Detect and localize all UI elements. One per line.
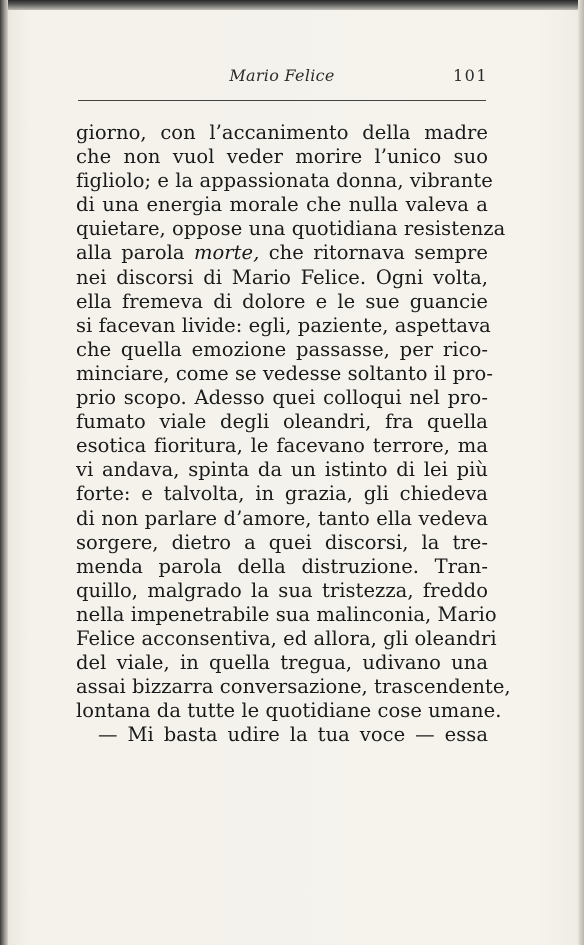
text-line: esotica fioritura, le facevano terrore, ma	[76, 434, 488, 458]
text-line: forte: e talvolta, in grazia, gli chiedeva	[76, 482, 488, 506]
text-fragment: che ritornava sempre	[259, 241, 488, 265]
text-line: vi andava, spinta da un istinto di lei più	[76, 458, 488, 482]
text-line	[76, 241, 488, 265]
text-line: menda parola della distruzione. Tran-	[76, 554, 488, 578]
header-rule	[78, 100, 486, 101]
text-line: che quella emozione passasse, per rico-	[76, 337, 488, 361]
text-line: Felice acconsentiva, ed allora, gli oleandri	[76, 626, 497, 650]
page-number: 101	[452, 66, 488, 85]
text-fragment: alla parola	[76, 241, 194, 265]
text-line: ella fremeva di dolore e le sue guancie	[76, 289, 488, 313]
text-line: quillo, malgrado la sua tristezza, freddo	[76, 578, 488, 602]
dialogue-line: — Mi basta udire la tua voce — essa	[98, 723, 488, 747]
page-header	[76, 62, 488, 90]
text-line: assai bizzarra conversazione, trascendente,	[76, 675, 511, 699]
text-line: figliolo; e la appassionata donna, vibrante	[76, 169, 493, 193]
text-line: minciare, come se vedesse soltanto il pro-	[76, 361, 493, 385]
text-line: prio scopo. Adesso quei colloqui nel pro-	[76, 386, 488, 410]
page-top-edge	[0, 0, 584, 10]
text-line: nella impenetrabile sua malinconia, Mario	[76, 602, 497, 626]
text-line: si facevan livide: egli, paziente, aspettava	[76, 313, 491, 337]
text-line: nei discorsi di Mario Felice. Ogni volta,	[76, 265, 488, 289]
text-line: fumato viale degli oleandri, fra quella	[76, 410, 488, 434]
text-line: lontana da tutte le quotidiane cose umane.	[76, 699, 502, 723]
text-line: di non parlare d’amore, tanto ella vedeva	[76, 506, 488, 530]
text-line: di una energia morale che nulla valeva a	[76, 193, 488, 217]
italic-word: morte,	[193, 241, 260, 265]
running-title: Mario Felice	[229, 66, 335, 85]
body-text	[76, 121, 511, 747]
page-right-edge	[578, 0, 584, 945]
text-line: quietare, oppose una quotidiana resistenza	[76, 217, 506, 241]
page-binding-edge	[0, 0, 8, 945]
text-line: che non vuol veder morire l’unico suo	[76, 145, 488, 169]
text-line: sorgere, dietro a quei discorsi, la tre-	[76, 530, 488, 554]
text-line: giorno, con l’accanimento della madre	[76, 121, 488, 144]
text-line: del viale, in quella tregua, udivano una	[76, 651, 488, 675]
